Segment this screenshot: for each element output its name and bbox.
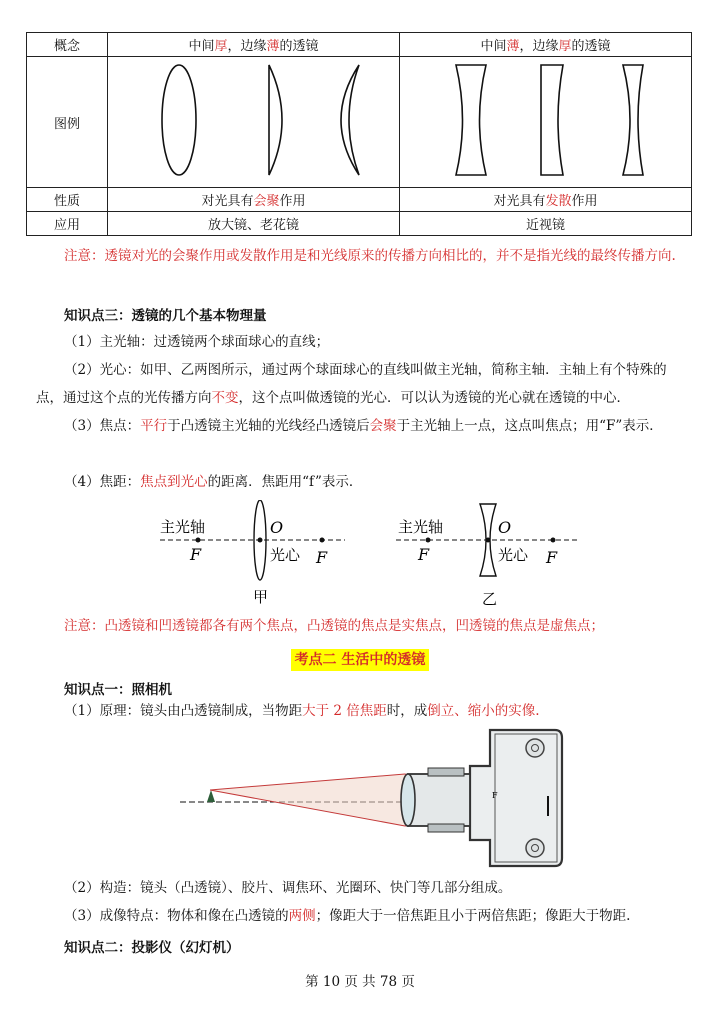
para-camera-principle: （1）原理：镜头由凸透镜制成，当物距大于 2 倍焦距时，成倒立、缩小的实像. (64, 703, 540, 719)
focus-ring-top (428, 768, 464, 776)
table-row (27, 33, 692, 57)
lens-diagram-jia-yi (160, 500, 580, 610)
f-label-yi-right: F (546, 548, 558, 567)
camera-focus-label: F (492, 791, 498, 800)
convex-lens-shapes (109, 57, 399, 183)
center-label-jia: 光心 (270, 546, 301, 564)
para-focal-point: （3）焦点：平行于凸透镜主光轴的光线经凸透镜后会聚于主光轴上一点，这点叫焦点；用“F”表示． (64, 418, 663, 434)
lens-barrel (408, 774, 470, 826)
row-head: 性质 (27, 188, 108, 212)
o-label-yi: O (498, 518, 512, 537)
note-focal-types: 注意：凸透镜和凹透镜都各有两个焦点，凸透镜的焦点是实焦点，凹透镜的焦点是虚焦点； (64, 618, 604, 634)
camera-diagram (180, 726, 570, 870)
f-label-jia-left: F (190, 545, 202, 564)
object-tree-icon (207, 790, 215, 802)
focus-ring-bottom (428, 824, 464, 832)
focus-dot (320, 538, 325, 543)
concave-application-cell: 近视镜 (400, 212, 692, 236)
axis-label-yi: 主光轴 (398, 518, 444, 536)
table-row (27, 188, 692, 212)
convex-property-cell: 对光具有会聚作用 (108, 188, 400, 212)
camera-lens (401, 774, 415, 826)
axis-label-jia: 主光轴 (160, 518, 206, 536)
concave-concept-cell: 中间薄，边缘厚的透镜 (400, 33, 692, 57)
row-head: 图例 (27, 57, 108, 188)
para-camera-imaging: （3）成像特点：物体和像在凸透镜的两侧；像距大于一倍焦距且小于两倍焦距；像距大于物距. (64, 908, 631, 924)
para-camera-structure: （2）构造：镜头（凸透镜）、胶片、调焦环、光圈环、快门等几部分组成。 (64, 880, 512, 896)
concave-lens-shapes (401, 57, 691, 183)
exam-point-header (0, 649, 720, 669)
center-dot (258, 538, 263, 543)
exam-point-title: 考点二 生活中的透镜 (291, 649, 430, 671)
focus-dot (196, 538, 201, 543)
table-row (27, 212, 692, 236)
film-roller-top-icon (526, 739, 544, 757)
row-head: 应用 (27, 212, 108, 236)
focus-dot (426, 538, 431, 543)
f-label-jia-right: F (316, 548, 328, 567)
caption-jia: 甲 (253, 588, 269, 606)
o-label-jia: O (270, 518, 284, 537)
focus-dot (551, 538, 556, 543)
convex-lens-figures (108, 57, 400, 188)
note-convergence: 注意：透镜对光的会聚作用或发散作用是和光线原来的传播方向相比的，并不是指光线的最终传播方向. (64, 248, 676, 264)
concave-lens-figures (400, 57, 692, 188)
page-footer: 第 10 页 共 78 页 (305, 974, 415, 990)
convex-concept-cell: 中间厚，边缘薄的透镜 (108, 33, 400, 57)
f-label-yi-left: F (418, 545, 430, 564)
caption-yi: 乙 (482, 590, 498, 608)
lens-comparison-table (26, 32, 692, 236)
concave-property-cell: 对光具有发散作用 (400, 188, 692, 212)
section-title-camera: 知识点一：照相机 (64, 682, 172, 698)
center-label-yi: 光心 (498, 546, 529, 564)
section-title-basic-quantities: 知识点三：透镜的几个基本物理量 (64, 308, 267, 324)
table-row (27, 57, 692, 188)
row-head: 概念 (27, 33, 108, 57)
para-focal-length: （4）焦距：焦点到光心的距离．焦距用“f”表示． (64, 474, 363, 490)
para-main-axis: （1）主光轴：过透镜两个球面球心的直线； (64, 334, 330, 350)
section-title-projector: 知识点二：投影仪（幻灯机） (64, 940, 240, 956)
center-dot (486, 538, 491, 543)
film-roller-bottom-icon (526, 839, 544, 857)
convex-application-cell: 放大镜、老花镜 (108, 212, 400, 236)
para-optical-center: （2）光心：如甲、乙两图所示，通过两个球面球心的直线叫做主光轴，简称主轴．主轴上有个特殊的点，通过这个点的光传播方向不变，这个点叫做透镜的光心．可以认为透镜的光心就在透镜的中心． (36, 362, 667, 406)
